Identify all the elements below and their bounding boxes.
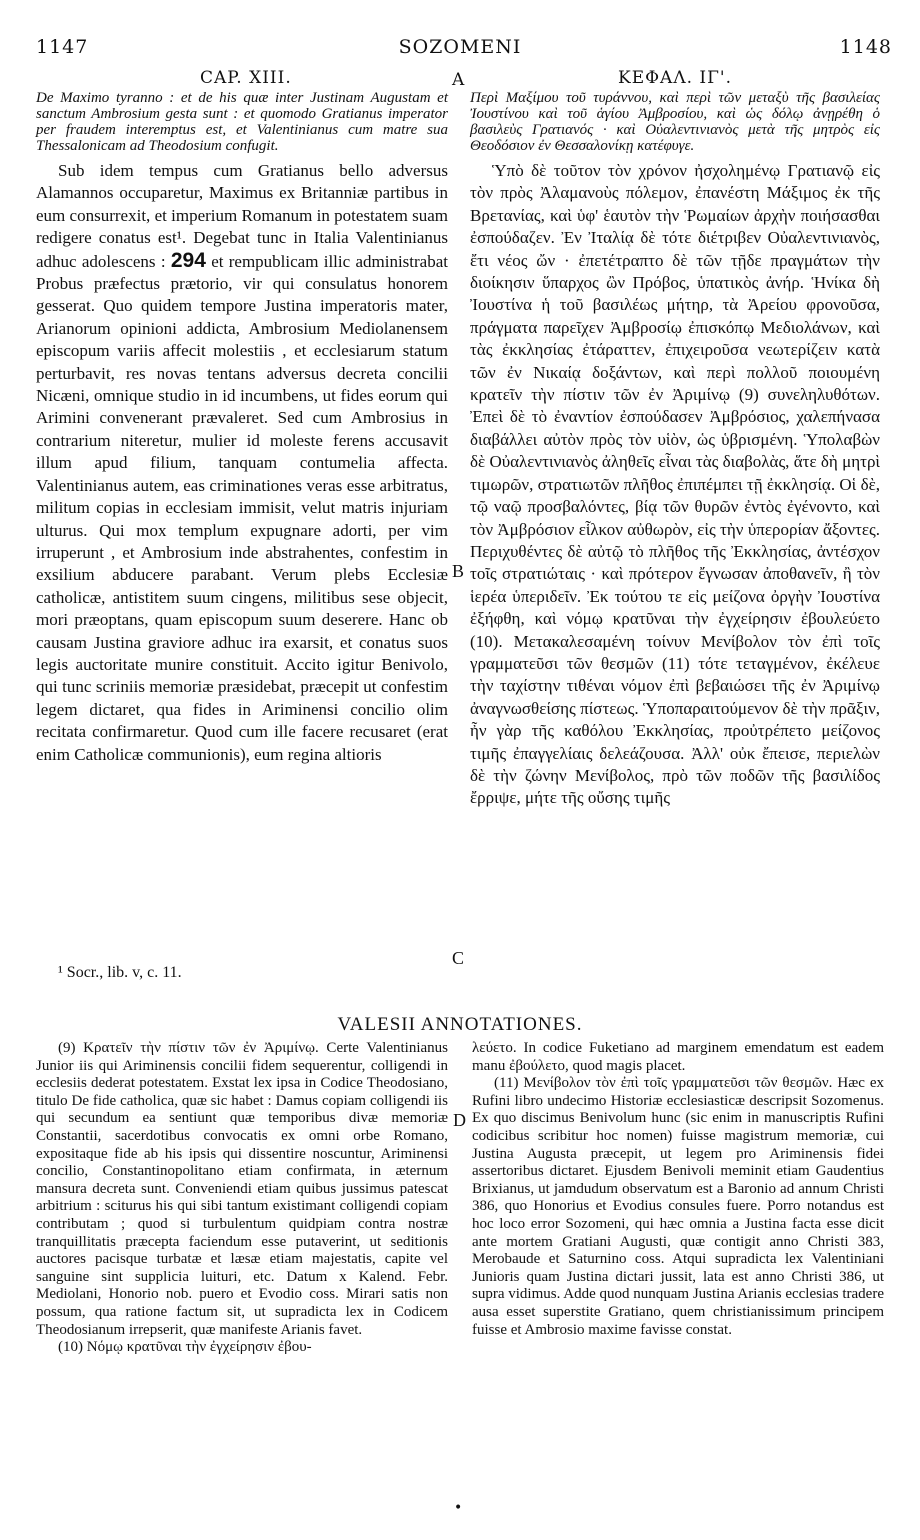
latin-chapter-summary: De Maximo tyranno : et de his quæ inter Justinam Augustam et sanctum Ambrosium gesta sunt : et quomodo Gratianus imperator per fraudem interemptus est, et Valentinianus cum matre sua Thessalonicam ad Theodosium confugit.: [36, 90, 448, 154]
greek-chapter-summary: Περὶ Μαξίμου τοῦ τυράννου, καὶ περὶ τῶν μεταξὺ τῆς βασιλείας Ἰουστίνου καὶ τοῦ ἁγίου Ἀμβροσίου, καὶ ὡς δόλῳ ἀνῃρέθη ὁ βασιλεὺς Γρατιανός · καὶ Οὐαλεντινιανὸς μετὰ τῆς μητρὸς εἰς Θεοδόσιον ἐν Θεσσαλονίκῃ κατέφυγε.: [470, 90, 880, 154]
footnote: ¹ Socr., lib. v, c. 11.: [58, 964, 182, 981]
annotations-left-column: [36, 1040, 448, 1357]
margin-letter-c: C: [452, 948, 465, 968]
margin-letter-b: B: [452, 561, 465, 581]
annotation-10-start: (10) Νόμῳ κρατῦναι τὴν ἐγχείρησιν ἐβου-: [58, 1339, 312, 1356]
margin-letter-d: D: [453, 1110, 466, 1130]
annotation-9: (9) Κρατεῖν τὴν πίστιν τῶν ἐν Ἀριμίνῳ. Certe Valentinianus Junior iis qui Ariminensis concilii fidem sequerentur, colligendi in ecclesiis dederat potestatem. Exstat lex ipsa in Codice Theodosiano, titulo De fide catholica, quæ sic habet : Damus copiam colligendi iis qui secundum ea sentiunt quæ temporibus divæ memoriæ Constantii, sacerdotibus convocatis ex omni orbe Romano, expositaque fide ab his ipsis qui dissentire noscuntur, Ariminensi concilio, Constantinopolitano etiam confirmata, in æternum mansura decreta sunt. Conveniendi etiam quibus jussimus patescat arbitrium : sciturus his qui sibi tantum existimant colligendi copiam contributam ; quod si turbulentum quidpiam contra nostræ tranquillitatis præcepta faciendum esse putaverint, ut seditionis auctores pacisque turbatæ et læsæ etiam majestatis, capite vel sanguine sint supplicia luituri, etc. Datum x Kalend. Febr. Mediolani, Honorio nob. puero et Evodio coss. Mirari satis non possum, qua ratione factum sit, ut supradicta lex in Codicem Theodosianum irrepserit, quæ manifeste Arianis favet.: [36, 1040, 448, 1338]
latin-text-part-2: et rempublicam illic administrabat Probus præfectus prætorio, vir qui consulatus honorem gesserat. Quo quidem tempore Justina imperatoris mater, Arianorum opinioni addicta, Ambrosium Mediolanensem episcopum variis affecit molestiis , et ecclesiarum statum perturbavit, res novas tentans adversus decreta concilii Nicæni, omnique studio in id incumbens, ut fides eorum qui Arimini convenerant prævaleret. Sed cum Ambrosius in contrarium niteretur, mulier id moleste ferens accusavit illum apud filium, tanquam contumelia affecta. Valentinianus autem, eas criminationes veras esse arbitratus, militum copias in ecclesiam immisit, velut matris injuriam ulturus. Qui mox templum expugnare adorti, per vim irruperunt , et Ambrosium inde abstrahentes, confestim in exsilium abducere parabant. Verum plebs Ecclesiæ catholicæ, antistitem suum cingens, militibus sese objecit, mori præoptans, quam episcopum suum deserere. Hanc ob causam Justina graviore adhuc ira exarsit, et conatus suos legis auctoritate munire constituit. Accito igitur Benivolo, qui tunc scriniis memoriæ præsidebat, præcepit ut confestim legem dictaret, qua fides in Ariminensi concilio olim recitata confirmaretur. Quod cum ille facere recusaret (erat enim Catholicæ communionis), eum regina altioris: [36, 251, 448, 764]
greek-body-text: Ὑπὸ δὲ τοῦτον τὸν χρόνον ἠσχολημένῳ Γρατιανῷ εἰς τὸν πρὸς Ἀλαμανοὺς πόλεμον, ἐπανέστη Μάξιμος ἐκ τῆς Βρετανίας, καὶ ὑφ' ἑαυτὸν τὴν Ῥωμαίων ἀρχὴν ποιήσασθαι ἐσπούδαζεν. Ἐν Ἰταλίᾳ δὲ τότε διέτριβεν Οὐαλεντινιανὸς, ἔτι νέος ὤν · ἐπετέτραπτο δὲ τῶν τῇδε πραγμάτων τὴν διοίκησιν ὕπαρχος ὢν Πρόβος, ὑπατικὸς ἀνήρ. Ἡνίκα δὴ Ἰουστίνα ἡ τοῦ βασιλέως μήτηρ, τὰ Ἀρείου φρονοῦσα, πράγματα παρεῖχεν Ἀμβροσίῳ ἐπισκόπῳ Μεδιολάνων, καὶ τὰς ἐκκλησίας ἐτάραττεν, ἐπιχειροῦσα νεωτερίζειν κατὰ τῶν ἐν Νικαίᾳ δοξάντων, καὶ περὶ πολλοῦ ποιουμένη κρατεῖν τὴν πίστιν τῶν ἐν Ἀριμίνῳ (9) συνεληλυθότων. Ἐπεὶ δὲ τὸ ἐναντίον ἐσπούδασεν Ἀμβρόσιος, χαλεπήνασα διαβάλλει αὐτὸν πρὸς τὸν υἱὸν, ὡς ὑβρισμένη. Ὑπολαβὼν δὲ Οὐαλεντινιανὸς ἀληθεῖς εἶναι τὰς διαβολὰς, ἅτε δὴ μητρὶ τιμωρῶν, στρατιωτῶν πλῆθος ἐπιπέμπει τῇ ἐκκλησίᾳ. Οἱ δὲ, τῷ ναῷ προσβαλόντες, βίᾳ τῶν θυρῶν ἐντὸς ἐγένοντο, καὶ τὸν Ἀμβρόσιον εἷλκον αὐθωρὸν, εἰς τὴν ὑπερορίαν ἄξοντες. Περιχυθέντες δὲ αὐτῷ τὸ πλῆθος τῆς Ἐκκλησίας, ἀντέσχον τοῖς στρατιώταις · καὶ πρότερον ἔγνωσαν ἀποθανεῖν, ἢ τὸν ἱερέα ὑπεριδεῖν. Ἐκ τούτου τε εἰς μείζονα ὀργὴν Ἰουστίνα ἐξήφθη, καὶ νόμῳ κρατῦναι τὴν ἐγχείρησιν ἐβουλεύετο (10). Μετακαλεσαμένη τοίνυν Μενίβολον τὸν ἐπὶ τοῖς γραμματεῦσι τῶν θεσμῶν (11) τότε τεταγμένον, ἐκέλευε τὴν ταχίστην τιθέναι νόμον ἐπὶ βεβαιώσει τῆς ἐν Ἀριμίνῳ ἀναγνωσθείσης πίστεως. Ὑποπαραιτούμενον δὲ τὴν πρᾶξιν, ἦν γὰρ τῆς καθόλου Ἐκκλησίας, προὐτρέπετο μείζονος τιμῆς ἐπαγγελίαις δελεάζουσα. Ἀλλ' οὐκ ἔπεισε, περιελὼν δὲ τὴν ζώνην Μενίβολος, πρὸ τῶν ποδῶν τῆς βασιλίδος ἔρριψε, μήτε τῆς οὔσης τιμῆς: [470, 161, 880, 808]
latin-text-part-1: Sub idem tempus cum Gratianus bello adversus Alamannos occuparetur, Maximus ex Britanniæ partibus in eum consurrexit, et imperium Romanum in potestatem suam redigere conatus est¹. Degebat tunc in Italia Valentinianus adhuc adolescens :: [36, 161, 448, 271]
right-page-number: 1148: [839, 36, 892, 58]
latin-column: [36, 90, 448, 766]
greek-chapter-title: ΚΕΦΑΛ. ΙΓ'.: [618, 68, 732, 88]
latin-chapter-title: CAP. XIII.: [200, 68, 292, 88]
margin-letter-a: A: [452, 70, 466, 90]
annotation-10-end: λεύετο. In codice Fuketiano ad marginem emendatum est eadem manu ἐβούλετο, quod magis placet.: [472, 1040, 884, 1074]
greek-column: [470, 90, 880, 810]
left-page-number: 1147: [36, 36, 89, 58]
running-title: SOZOMENI: [398, 36, 522, 58]
column-number: 294: [170, 248, 206, 272]
annotations-title: VALESII ANNOTATIONES.: [337, 1014, 583, 1035]
annotations-right-column: [472, 1040, 884, 1339]
latin-body-text: [36, 160, 448, 766]
annotation-11: (11) Μενίβολον τὸν ἐπὶ τοῖς γραμματεῦσι τῶν θεσμῶν. Hæc ex Rufini libro undecimo Historiæ ecclesiasticæ descripsit Sozomenus. Ex quo discimus Benivolum hunc (sic enim in manuscriptis Rufini codicibus scribitur hoc nomen) fuisse magistrum memoriæ, cui Justina Augusta præcepit, ut legem pro Ariminensis fidei assertoribus dictaret. Ejusdem Benivoli meminit etiam Gaudentius Brixianus, ut jamdudum observatum est a Baronio ad annum Christi 386, quo Honorius et Evodius consules fuere. Porro notandus est hoc loco error Sozomeni, qui hæc omnia a Justina facta esse dicit ante mortem Gratiani Augusti, quæ contigit anno Christi 383, Merobaude et Saturnino coss. Atqui supradicta lex Valentiniani Junioris quam Justina dictari jussit, lata est anno Christi 386, ut supra vidimus. Adde quod nunquam Justina Arianis ecclesias tradere ausa esset superstite Gratiano, quem christianissimum principem fuisse et Ambrosio maxime favisse constat.: [472, 1075, 884, 1338]
page-end-mark: •: [454, 1500, 463, 1516]
